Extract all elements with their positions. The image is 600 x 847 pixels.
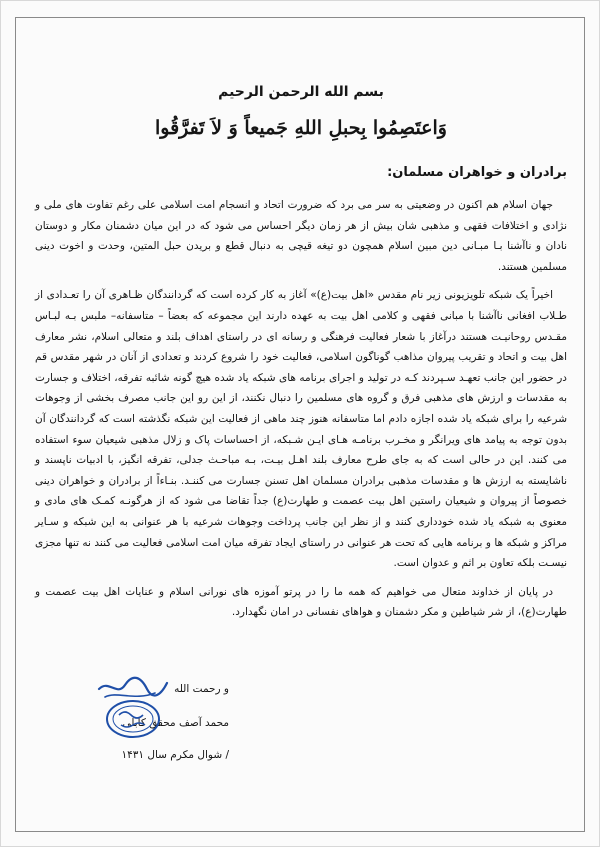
quran-verse-heading: وَاعتَصِمُوا بِحبلِ اللهِ جَمیعاً وَ لاَ تَفرَّقُوا xyxy=(155,117,447,139)
letter-date: / شوال مکرم سال ۱۴۳۱ xyxy=(121,749,229,761)
salutation: برادران و خواهران مسلمان: xyxy=(387,165,567,180)
basmala-heading: بسم الله الرحمن الرحیم xyxy=(218,84,384,100)
paragraph-intro: جهان اسلام هم اکنون در وضعیتی به سر می برد که ضرورت اتحاد و انسجام امت اسلامی علی رغم تفاوت های ملی و نژادی و اختلافات فقهی و مذهبی شان بیش از هر زمان دیگر احساس می شود که در این میان دشمنان مکار و دوستان نادان و ناآشنا بـا مبـانی دین مبین اسلام همچون دو تیغه قیچی به دنبال قطع و بریدن حبل المتین، وحدت و اخوت دینی مسلمین هستند. xyxy=(35,199,567,273)
closing-greeting: و رحمت الله xyxy=(174,683,229,695)
seal-and-signature-icon xyxy=(95,675,171,747)
paragraph-closing: در پایان از خداوند متعال می خواهیم که همه ما را در پرتو آموزه های نورانی اسلام و عنایات اهل بیت عصمت و طهارت(ع)، از شر شیاطین و مکر دشمنان و هواهای نفسانی در امان نگهدارد. xyxy=(35,585,567,619)
signatory-name: محمد آصف محقق کابلی xyxy=(122,717,229,729)
paragraph-main: اخیراً یک شبکه تلویزیونی زیر نام مقدس «اهل بیت(ع)» آغاز به کار کرده است که گردانندگان ظـاهری آن را تعـدادی از طـلاب افغانی ناآشنا با مبانی فقهی و کلامی اهل بیت به عهده دارند این مجموعه که بعضاً – متاسفانه– ملبس بـه لبـاس مقـدس روحانیـت هستند درآغاز با شعار فعالیت فرهنگی و رسانه ای در راستای اهداف بلند و متعالی اسلام، نشر معارف اهل بیت و اتحاد و تقریب پیروان مذاهب گوناگون اسلامی، فعالیت خود را شروع کردند و تعدادی از آنان در شهر مقدس قم در حضور این جانب تعهـد سـپردند کـه در تولید و اجرای برنامه های شبکه یاد شده هیچ گونه شائبه تفرقه، اختلاف و جسارت به مقدسات و ارزش های مذهبی فرق و گروه های مسلمین را دنبال نکنند، از این رو این جانب مصرف بخشی از وجوهات شرعیه را برای شبکه یاد شده اجازه دادم اما متاسفانه هنوز چند ماهی از فعالیت این شبکه نگذشته است که گردانندگان آن بدون توجه به پیامد های ویرانگر و مخـرب برنامـه هـای ایـن شـبکه، از احساسات پاک و زلال مذهبی شیعیان سوء استفاده می کنند. این در حالی است که به جای طرح معارف بلند اهـل بیـت، بـه مباحـث جدلی، تفرقه انگیز، با ادبیات ناپسند و ناشایسته به ارزش ها و مقدسات مذهبی برادران مسلمان اهل تسنن جسارت می کننـد. بنـاءاً از برادران و خواهران دینی خصوصاً از پیروان و شیعیان راستین اهل بیت عصمت و طهارت(ع) جداً تقاضا می شود که از هرگونـه کمـک های مادی و معنوی به شبکه یاد شده خودداری کنند و از نظر این جانب پرداخت وجوهات شرعیه با هر عنوانی به این شبکه و سـایر مراکز و شبکه ها و برنامه هایی که تحت هر عنوانی در راستای ایجاد تفرقه میان امت اسلامی فعالیت می کنند نه تنها مجزی نیسـت بلکه تعاون بر اثم و عدوان است. xyxy=(35,289,567,570)
letter-body xyxy=(35,81,567,631)
